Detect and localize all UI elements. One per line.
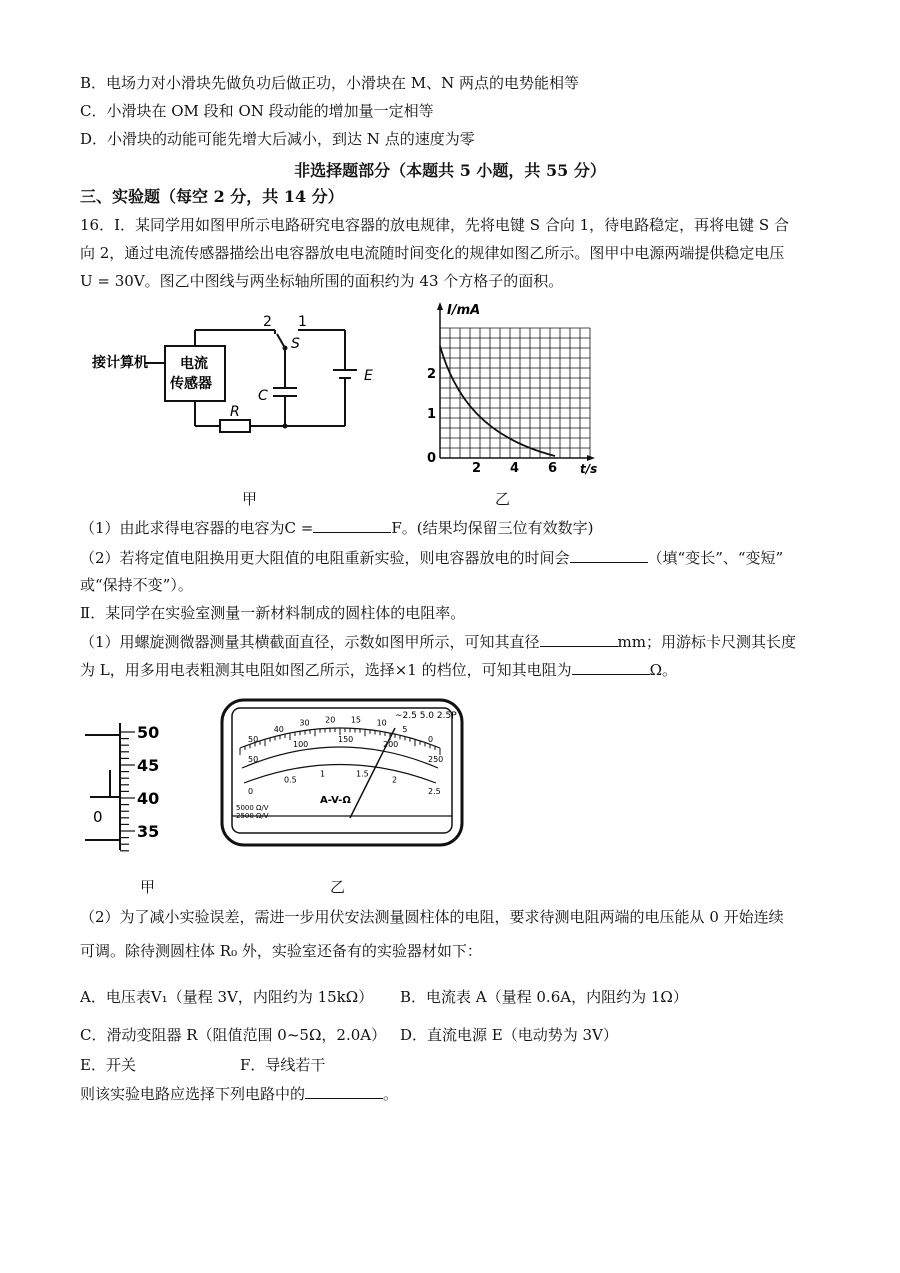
ohm-scale-label-0: 50 — [248, 735, 259, 744]
q16-line1: 16．Ⅰ．某同学用如图甲所示电路研究电容器的放电规律，先将电键 S 合向 1，待电路稳定，再将电键 S 合 — [80, 216, 789, 234]
s-label: S — [291, 336, 300, 352]
caption-jia-1: 甲 — [242, 490, 258, 508]
ytick-2: 2 — [427, 367, 437, 382]
q1-line — [80, 516, 593, 539]
p2q1-text-a: （1）用螺旋测微器测量其横截面直径，示数如图甲所示，可知其直径 — [80, 633, 540, 651]
ohm-scale-label-7: 0 — [428, 735, 434, 744]
part2-title: Ⅱ．某同学在实验室测量一新材料制成的圆柱体的电阻率。 — [80, 604, 466, 622]
multimeter-figure — [220, 698, 465, 848]
current-time-graph — [415, 298, 615, 478]
p2q1-text-c: 为 L，用多用电表粗测其电阻如图乙所示，选择×1 的档位，可知其电阻为 — [80, 661, 572, 679]
low-scale-label-4: 2 — [392, 775, 398, 785]
resistance-blank[interactable] — [572, 658, 650, 675]
mic-tick-40: 40 — [137, 789, 160, 808]
discharge-curve — [440, 346, 555, 456]
ohm-scale-label-6: 5 — [402, 725, 408, 735]
ohm-scale-label-3: 20 — [325, 715, 336, 725]
section3-title: 三、实验题（每空 2 分，共 14 分） — [80, 187, 344, 206]
q2-text-a: （2）若将定值电阻换用更大阻值的电阻重新实验，则电容器放电的时间会 — [80, 549, 570, 567]
q1-text-a: （1）由此求得电容器的电容为C = — [80, 519, 314, 537]
q16-line2: 向 2，通过电流传感器描绘出电容器放电电流随时间变化的规律如图乙所示。图甲中电源两端提供稳定电压 — [80, 244, 785, 262]
mid-scale-label-3: 200 — [383, 740, 399, 749]
final-text-a: 则该实验电路应选择下列电路中的 — [80, 1085, 306, 1103]
ohm-scale-label-1: 40 — [273, 725, 284, 735]
item-c: C．滑动变阻器 R（阻值范围 0~5Ω，2.0A） — [80, 1026, 387, 1044]
q2-blank[interactable] — [570, 546, 648, 563]
xtick-6: 6 — [548, 461, 558, 476]
ohm-scale-label-4: 15 — [350, 715, 362, 725]
option-c: C．小滑块在 OM 段和 ON 段动能的增加量一定相等 — [80, 102, 434, 120]
r-label: R — [230, 404, 240, 420]
p2q2-line2: 可调。除待测圆柱体 R₀ 外，实验室还备有的实验器材如下： — [80, 942, 482, 960]
current-sensor-box — [165, 346, 225, 401]
mic-tick-45: 45 — [137, 756, 160, 775]
xtick-4: 4 — [510, 461, 520, 476]
mic-tick-35: 35 — [137, 822, 160, 841]
graph-ylabel: I/mA — [447, 303, 481, 318]
e-label: E — [364, 368, 373, 384]
q2-line — [80, 546, 783, 569]
mid-scale-label-2: 150 — [338, 735, 354, 744]
ytick-0: 0 — [427, 451, 437, 466]
low-scale-label-0: 0 — [248, 787, 254, 796]
meter-spec-1: 5000 Ω/V — [236, 804, 269, 812]
caption-yi-1: 乙 — [495, 490, 511, 508]
sensor-label-2: 传感器 — [170, 376, 212, 392]
graph-xlabel: t/s — [580, 462, 598, 476]
item-a: A．电压表V₁（量程 3V，内阻约为 15kΩ） — [80, 988, 374, 1006]
meter-center-label: A-V-Ω — [320, 795, 351, 806]
xtick-2: 2 — [472, 461, 482, 476]
sensor-label-1: 电流 — [180, 356, 208, 372]
low-scale-label-1: 0.5 — [284, 775, 297, 785]
q2-text-b: （填“变长”、“变短” — [647, 549, 784, 567]
pos1-label: 1 — [298, 314, 307, 330]
q1-blank[interactable] — [313, 516, 391, 533]
meter-top-right: ∼2.5 5.0 2.5P — [395, 711, 457, 721]
circuit-diagram — [80, 308, 380, 458]
micrometer-figure — [85, 715, 195, 855]
p2q1-text-b: mm；用游标卡尺测其长度 — [617, 633, 796, 651]
low-scale-label-2: 1 — [320, 769, 326, 779]
p2q1-text-d: Ω。 — [649, 661, 678, 679]
item-b: B．电流表 A（量程 0.6A，内阻约为 1Ω） — [400, 988, 688, 1006]
ohm-scale-label-2: 30 — [299, 718, 310, 728]
computer-label: 接计算机 — [92, 355, 148, 371]
option-b: B．电场力对小滑块先做负功后做正功，小滑块在 M、N 两点的电势能相等 — [80, 74, 580, 92]
low-scale-label-3: 1.5 — [356, 769, 369, 779]
item-d: D．直流电源 E（电动势为 3V） — [400, 1026, 618, 1044]
final-text-b: 。 — [383, 1085, 399, 1103]
circuit-choice-blank[interactable] — [305, 1082, 383, 1099]
diameter-blank[interactable] — [540, 630, 618, 647]
mid-scale-label-1: 100 — [293, 740, 309, 749]
ytick-1: 1 — [427, 407, 437, 422]
final-line — [80, 1082, 398, 1105]
option-d: D．小滑块的动能可能先增大后减小，到达 N 点的速度为零 — [80, 130, 475, 148]
mid-scale-label-4: 250 — [428, 755, 444, 764]
caption-yi-2: 乙 — [330, 878, 346, 896]
resistor — [220, 420, 250, 432]
q1-text-b: F。(结果均保留三位有效数字) — [391, 519, 594, 537]
p2q2-line1: （2）为了减小实验误差，需进一步用伏安法测量圆柱体的电阻，要求待测电阻两端的电压能从 0 开始连续 — [80, 908, 784, 926]
mid-scale-label-0: 50 — [248, 755, 259, 764]
caption-jia-2: 甲 — [140, 878, 156, 896]
meter-spec-2: 2500 Ω/V — [236, 812, 269, 820]
p2q1-line2 — [80, 658, 677, 681]
item-f: F．导线若干 — [240, 1056, 326, 1074]
mic-zero: 0 — [93, 808, 103, 826]
p2q1-line1 — [80, 630, 796, 653]
q16-line3: U = 30V。图乙中图线与两坐标轴所围的面积约为 43 个方格子的面积。 — [80, 272, 564, 290]
pos2-label: 2 — [263, 314, 272, 330]
item-e: E．开关 — [80, 1056, 136, 1074]
q2-line-c: 或“保持不变”）。 — [80, 576, 193, 594]
ohm-scale-label-5: 10 — [376, 718, 387, 728]
low-scale-label-5: 2.5 — [428, 787, 441, 796]
c-label: C — [258, 388, 268, 404]
mic-tick-50: 50 — [137, 723, 160, 742]
section-header: 非选择题部分（本题共 5 小题，共 55 分） — [294, 161, 606, 180]
